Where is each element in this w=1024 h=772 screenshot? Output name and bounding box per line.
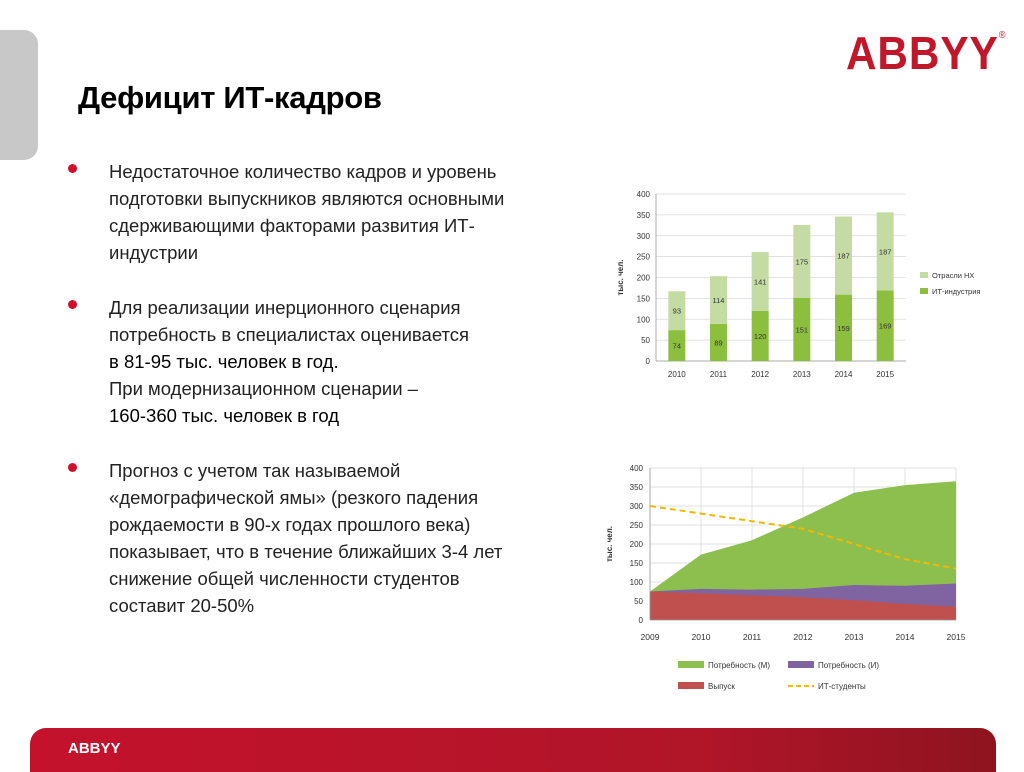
y-tick-label: 350	[629, 483, 643, 492]
y-axis-label: тыс. чел.	[616, 259, 625, 296]
bar-value-label: 141	[753, 277, 767, 287]
area-chart	[600, 460, 1010, 700]
x-tick-label: 2015	[876, 370, 895, 379]
bar-value-label: 114	[712, 296, 725, 306]
legend-label: Выпуск	[708, 682, 735, 691]
x-tick-label: 2012	[751, 370, 770, 379]
bullet-line-emphasis: 160-360 тыс. человек в год	[109, 405, 340, 426]
bullet-line-emphasis	[109, 348, 586, 375]
side-tab-decoration	[0, 30, 38, 160]
bullet-line: Для реализации инерционного сценария	[109, 297, 461, 318]
x-tick-label: 2011	[709, 370, 728, 379]
bullet-line: индустрии	[109, 242, 199, 263]
bullet-line: сдерживающими факторами развития ИТ-	[109, 215, 475, 236]
bar-value-label: 93	[672, 306, 682, 316]
bar-value-label: 74	[672, 341, 682, 351]
bar-value-label: 120	[753, 331, 767, 341]
bullet-dot-icon	[68, 300, 77, 309]
legend-swatch	[788, 661, 814, 668]
bar-value-label: 187	[837, 251, 850, 261]
slide-title: Дефицит ИТ-кадров	[78, 80, 382, 115]
footer-bar	[30, 728, 996, 772]
y-tick-label: 400	[636, 190, 650, 199]
y-tick-label: 200	[629, 540, 643, 549]
bar-value-label: 89	[714, 338, 723, 348]
legend-swatch	[920, 272, 928, 278]
y-tick-label: 300	[629, 502, 643, 511]
bullet-line: потребность в специалистах оценивается	[109, 324, 470, 345]
x-tick-label: 2011	[742, 632, 762, 642]
legend-swatch	[678, 682, 704, 689]
y-tick-label: 200	[636, 273, 650, 283]
x-tick-label: 2009	[640, 632, 660, 642]
abbyy-logo: ABBYY®	[845, 27, 1006, 79]
x-tick-label: 2010	[691, 632, 711, 642]
bold-suffix: .	[333, 351, 339, 372]
legend-label: Отрасли НХ	[932, 271, 975, 280]
bar-value-label: 187	[878, 247, 892, 257]
legend-label: Потребность (И)	[818, 661, 880, 670]
bullet-line: При модернизационном сценарии –	[109, 378, 418, 399]
bullet-line: составит 20-50%	[109, 595, 255, 616]
y-tick-label: 400	[629, 464, 643, 473]
bullet-item	[66, 158, 586, 266]
legend-swatch	[920, 288, 928, 294]
x-tick-label: 2010	[667, 370, 686, 379]
y-tick-label: 300	[636, 231, 650, 241]
x-tick-label: 2014	[834, 370, 853, 379]
bar-value-label: 169	[878, 321, 892, 331]
y-tick-label: 0	[638, 616, 643, 625]
y-tick-label: 50	[641, 336, 650, 346]
y-tick-label: 150	[629, 559, 643, 568]
y-tick-label: 100	[629, 578, 643, 587]
bullet-dot-icon	[68, 463, 77, 472]
legend-label: Потребность (М)	[708, 661, 770, 670]
bullet-list	[66, 158, 586, 647]
footer-brand: ABBYY	[68, 740, 121, 757]
bar-value-label: 159	[837, 323, 850, 333]
y-tick-label: 100	[636, 315, 650, 325]
bullet-line: «демографической ямы» (резкого падения	[109, 487, 479, 508]
bullet-line: снижение общей численности студентов	[109, 568, 460, 589]
bullet-item	[66, 457, 586, 619]
bar-value-label: 151	[795, 325, 809, 335]
y-tick-label: 250	[636, 252, 650, 262]
bullet-line: Недостаточное количество кадров и уровень	[109, 161, 497, 182]
legend-swatch	[678, 661, 704, 668]
y-tick-label: 0	[645, 357, 650, 366]
bullet-line: Прогноз с учетом так называемой	[109, 460, 401, 481]
bullet-line: показывает, что в течение ближайших 3-4 лет	[109, 541, 503, 562]
x-tick-label: 2012	[793, 632, 813, 642]
bar-value-label: 175	[795, 257, 809, 267]
legend-label: ИТ-студенты	[818, 682, 866, 691]
y-tick-label: 50	[634, 597, 643, 606]
bullet-line: подготовки выпускников являются основными	[109, 188, 505, 209]
y-tick-label: 150	[636, 294, 650, 304]
legend-label: ИТ-индустрия	[932, 287, 981, 296]
y-tick-label: 250	[629, 521, 643, 530]
x-tick-label: 2014	[895, 632, 915, 642]
bullet-line: рождаемости в 90-х годах прошлого века)	[109, 514, 471, 535]
x-tick-label: 2013	[792, 370, 811, 379]
y-axis-label: тыс. чел.	[605, 525, 614, 563]
y-tick-label: 350	[636, 210, 650, 220]
x-tick-label: 2015	[946, 632, 966, 642]
bold-range-text: в 81-95 тыс. человек в год	[109, 351, 334, 372]
bullet-dot-icon	[68, 164, 77, 173]
x-tick-label: 2013	[844, 632, 864, 642]
bullet-item	[66, 294, 586, 429]
stacked-bar-chart	[606, 186, 1006, 386]
